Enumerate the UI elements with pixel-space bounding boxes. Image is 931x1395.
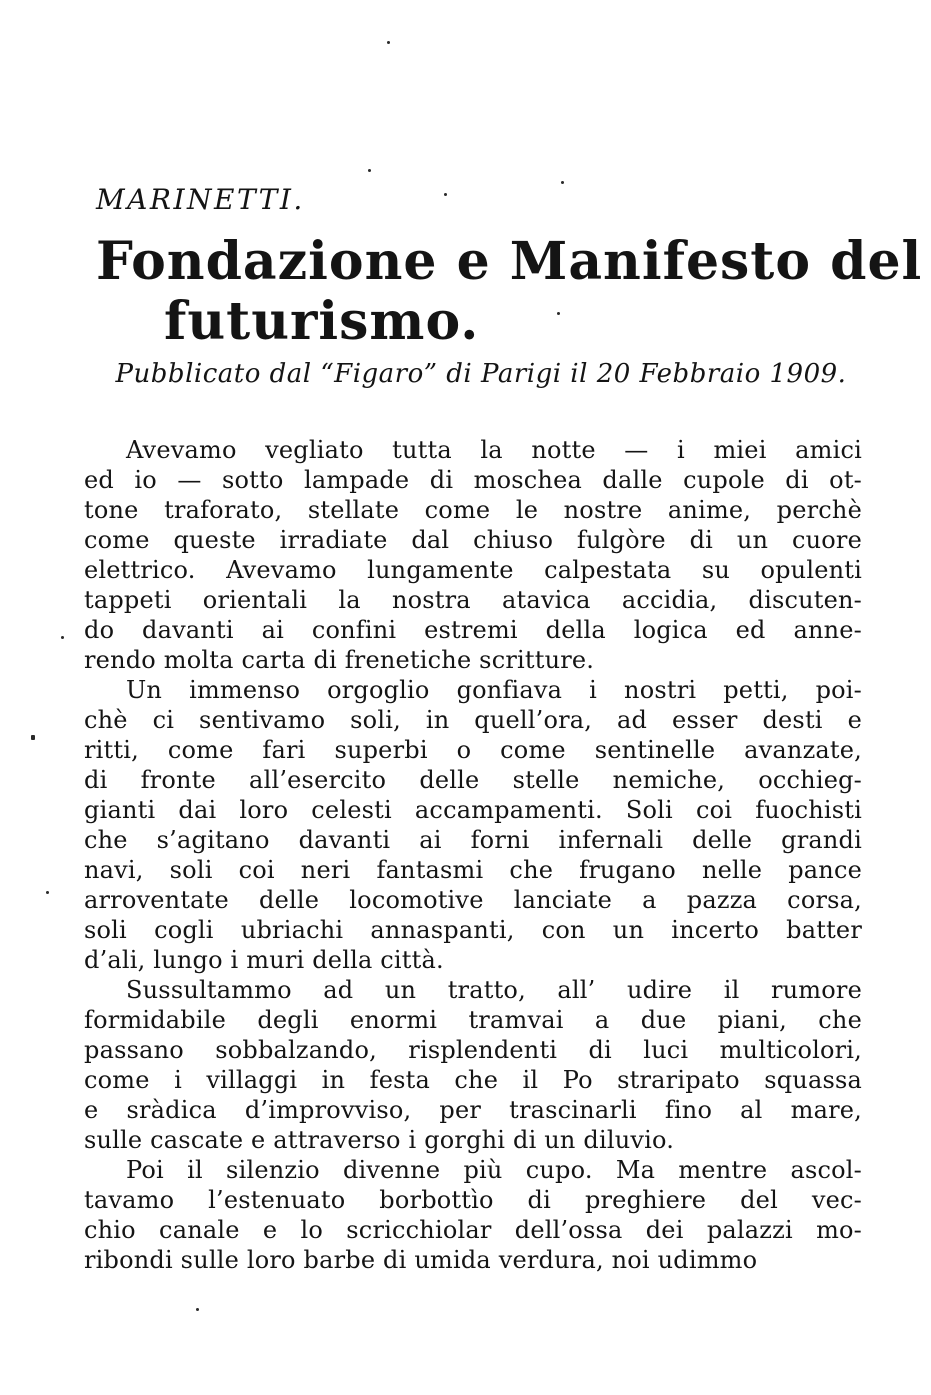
scan-speck [61, 636, 64, 639]
text-line: arroventate delle locomotive lanciate a pazza corsa, [84, 886, 862, 914]
text-line: come i villaggi in festa che il Po straripato squassa [84, 1066, 862, 1094]
paragraph [84, 975, 862, 1155]
text-line: chè ci sentivamo soli, in quell’ora, ad esser desti e [84, 706, 862, 734]
text-line: tappeti orientali la nostra atavica accidia, discuten- [84, 586, 862, 614]
text-line: tone traforato, stellate come le nostre anime, perchè [84, 496, 862, 524]
paragraph [84, 1155, 862, 1275]
publication-subtitle: Pubblicato dal “Figaro” di Parigi il 20 Febbraio 1909. [115, 359, 847, 389]
body-text [84, 435, 862, 1275]
text-line: do davanti ai confini estremi della logica ed anne- [84, 616, 862, 644]
page-title-line-2: futurismo. [164, 291, 480, 352]
text-line: che s’agitano davanti ai forni infernali delle grandi [84, 826, 862, 854]
paragraph [84, 675, 862, 975]
page-title-line-1: Fondazione e Manifesto del [96, 231, 923, 292]
text-line: tavamo l’estenuato borbottìo di preghiere del vec- [84, 1186, 862, 1214]
text-line: di fronte all’esercito delle stelle nemiche, occhieg- [84, 766, 862, 794]
text-line: passano sobbalzando, risplendenti di luci multicolori, [84, 1036, 862, 1064]
text-line: come queste irradiate dal chiuso fulgòre di un cuore [84, 526, 862, 554]
text-line: ritti, come fari superbi o come sentinelle avanzate, [84, 736, 862, 764]
scan-speck [444, 193, 447, 196]
text-line: gianti dai loro celesti accampamenti. Soli coi fuochisti [84, 796, 862, 824]
scan-speck [387, 41, 390, 44]
text-line: navi, soli coi neri fantasmi che frugano nelle pance [84, 856, 862, 884]
text-line: soli cogli ubriachi annaspanti, con un incerto batter [84, 916, 862, 944]
text-line: rendo molta carta di frenetiche scritture. [84, 646, 595, 674]
scan-speck [196, 1308, 199, 1311]
text-line: ed io — sotto lampade di moschea dalle cupole di ot- [84, 466, 862, 494]
scan-speck [368, 169, 371, 172]
text-line: Poi il silenzio divenne più cupo. Ma mentre ascol- [126, 1156, 862, 1184]
text-line: chio canale e lo scricchiolar dell’ossa dei palazzi mo- [84, 1216, 862, 1244]
text-line: elettrico. Avevamo lungamente calpestata su opulenti [84, 556, 862, 584]
text-line: Sussultammo ad un tratto, all’ udire il rumore [126, 976, 862, 1004]
author-line: MARINETTI. [96, 183, 305, 216]
text-line: d’ali, lungo i muri della città. [84, 946, 444, 974]
text-line: ribondi sulle loro barbe di umida verdura, noi udimmo [84, 1246, 758, 1274]
scan-speck [561, 181, 564, 184]
page-title [84, 231, 923, 352]
text-line: sulle cascate e attraverso i gorghi di un diluvio. [84, 1126, 675, 1154]
paragraph [84, 435, 862, 675]
scan-speck [557, 312, 560, 315]
text-line: formidabile degli enormi tramvai a due piani, che [84, 1006, 862, 1034]
text-line: Avevamo vegliato tutta la notte — i miei amici [126, 436, 862, 464]
scan-speck [46, 891, 49, 894]
text-line: Un immenso orgoglio gonfiava i nostri petti, poi- [126, 676, 862, 704]
text-line: e sràdica d’improvviso, per trascinarli fino al mare, [84, 1096, 862, 1124]
scan-speck [31, 735, 35, 740]
